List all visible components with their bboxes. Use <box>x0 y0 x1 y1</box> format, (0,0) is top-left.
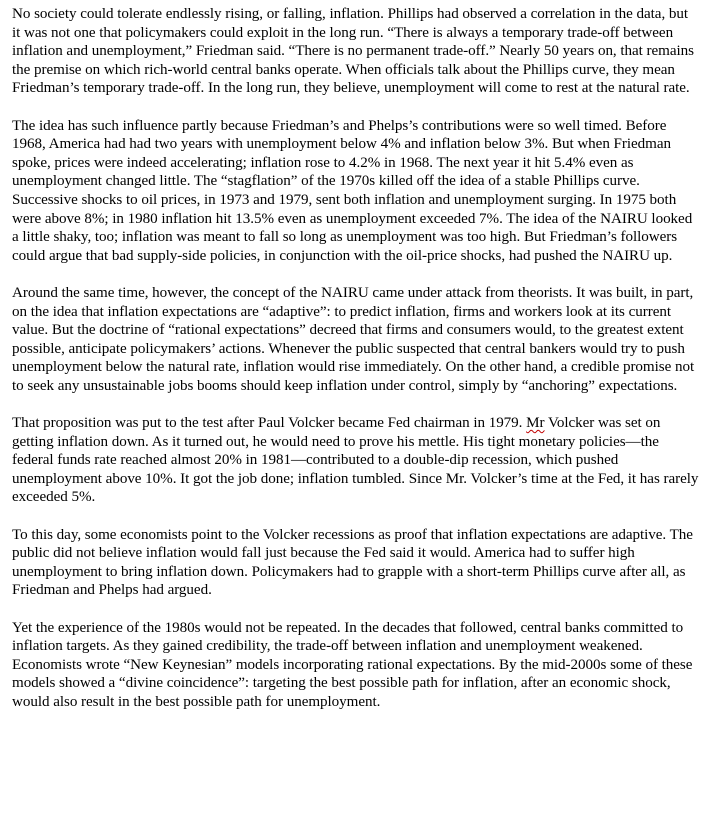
spellcheck-flagged-word[interactable]: Mr <box>526 415 545 432</box>
paragraph-volcker-rest: Volcker was set on getting inflation down. As it turned out, he would need to prove his mettle. His tight monetary policies—the federal funds rate reached almost 20% in 1981—contributed to a double-dip recession, which pushed unemployment above 10%. It got the job done; inflation tumbled. Since Mr. Volcker’s time at the Fed, it has rarely exceeded 5%. <box>12 415 699 506</box>
paragraph-volcker-lead: That proposition was put to the test after Paul Volcker became Fed chairman in 1979. <box>12 415 527 432</box>
paragraph-volcker <box>12 414 699 507</box>
paragraph-adaptive-expectations: To this day, some economists point to the Volcker recessions as proof that inflation expectations are adaptive. The public did not believe inflation would fall just because the Fed said it would. America had to suffer high unemployment to bring inflation down. Policymakers had to grapple with a short-term Phillips curve after all, as Friedman and Phelps had argued. <box>12 526 693 599</box>
paragraph-rational-expectations: Around the same time, however, the concept of the NAIRU came under attack from theorists. It was built, in part, on the idea that inflation expectations are “adaptive”: to predict inflation, firms and workers look at its current value. But the doctrine of “rational expectations” decreed that firms and consumers would, to the greatest extent possible, anticipate policymakers’ actions. Whenever the public suspected that central bankers would try to push unemployment below the natural rate, inflation would rise immediately. On the other hand, a credible promise not to seek any unsustainable jobs booms should keep inflation under control, simply by “anchoring” expectations. <box>12 284 695 394</box>
paragraph-inflation-targets: Yet the experience of the 1980s would not be repeated. In the decades that followed, central banks committed to inflation targets. As they gained credibility, the trade-off between inflation and unemployment weakened. Economists wrote “New Keynesian” models incorporating rational expectations. By the mid-2000s some of these models showed a “divine coincidence”: targeting the best possible path for inflation, after an economic shock, would also result in the best possible path for unemployment. <box>12 619 693 710</box>
paragraph-phillips-tradeoff: No society could tolerate endlessly rising, or falling, inflation. Phillips had observed a correlation in the data, but it was not one that policymakers could exploit in the long run. “There is always a temporary trade-off between inflation and unemployment,” Friedman said. “There is no permanent trade-off.” Nearly 50 years on, that remains the premise on which rich-world central banks operate. When officials talk about the Phillips curve, they mean Friedman’s temporary trade-off. In the long run, they believe, unemployment will come to rest at the natural rate. <box>12 6 694 97</box>
paragraph-stagflation: The idea has such influence partly because Friedman’s and Phelps’s contributions were so well timed. Before 1968, America had had two years with unemployment below 4% and inflation below 3%. But when Friedman spoke, prices were indeed accelerating; inflation rose to 4.2% in 1968. The next year it hit 5.4% even as unemployment changed little. The “stagflation” of the 1970s killed off the idea of a stable Phillips curve. Successive shocks to oil prices, in 1973 and 1979, sent both inflation and unemployment surging. In 1975 both were above 8%; in 1980 inflation hit 13.5% even as unemployment exceeded 7%. The idea of the NAIRU looked a little shaky, too; inflation was meant to fall so long as unemployment was too high. But Friedman’s followers could argue that bad supply-side policies, in conjunction with the oil-price shocks, had pushed the NAIRU up. <box>12 117 693 264</box>
